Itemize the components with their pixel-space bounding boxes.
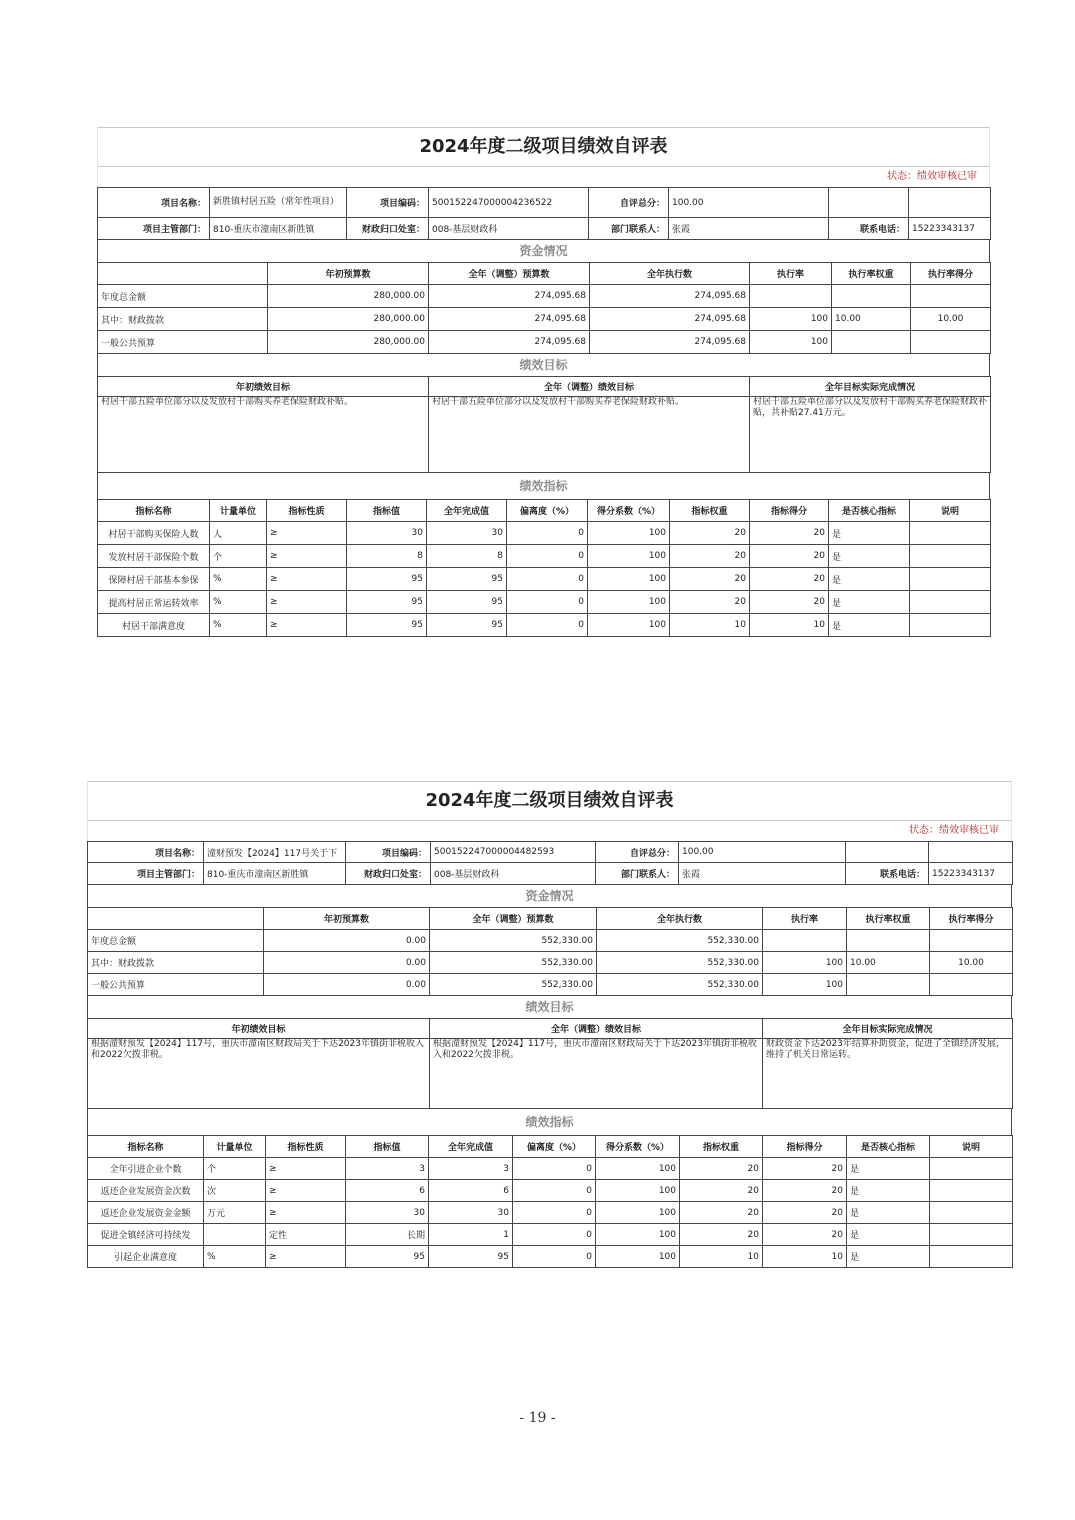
funds-row <box>98 285 991 308</box>
ind-cell: 8 <box>347 545 427 568</box>
dept-label: 项目主管部门： <box>88 863 204 885</box>
ind-header: 偏离度（%） <box>513 1136 596 1158</box>
ind-cell: 30 <box>347 522 427 545</box>
ind-cell: 20 <box>670 568 750 591</box>
funds-cell: 274,095.68 <box>590 285 750 308</box>
ind-cell: 20 <box>680 1224 763 1246</box>
funds-section-title: 资金情况 <box>87 885 1012 907</box>
ind-cell: 0 <box>507 591 588 614</box>
office-label: 财政归口处室： <box>346 863 431 885</box>
ind-cell <box>910 591 991 614</box>
indicator-row <box>98 545 991 568</box>
goal-initial: 村居干部五险单位部分以及发放村干部购买养老保险财政补贴。 <box>98 397 429 473</box>
score-value: 100.00 <box>669 188 829 218</box>
funds-row <box>88 930 1013 952</box>
funds-cell <box>750 285 832 308</box>
funds-header: 全年执行数 <box>590 263 750 285</box>
ind-header: 全年完成值 <box>429 1136 513 1158</box>
contact-label: 部门联系人： <box>596 863 679 885</box>
ind-cell: 20 <box>763 1224 847 1246</box>
ind-header: 指标权重 <box>670 500 750 522</box>
ind-cell: 95 <box>347 591 427 614</box>
ind-cell: 95 <box>427 614 507 637</box>
funds-cell: 0.00 <box>264 974 430 996</box>
ind-cell: 10 <box>763 1246 847 1268</box>
ind-header: 指标名称 <box>88 1136 204 1158</box>
project-code-label: 项目编码： <box>347 188 429 218</box>
ind-cell: 人 <box>210 522 267 545</box>
ind-cell: 100 <box>588 614 670 637</box>
phone-value: 15223343137 <box>909 218 991 240</box>
ind-cell: 3 <box>346 1158 429 1180</box>
goal-adjusted: 村居干部五险单位部分以及发放村干部购买养老保险财政补贴。 <box>429 397 750 473</box>
ind-cell: 20 <box>763 1202 847 1224</box>
funds-cell: 10.00 <box>847 952 930 974</box>
ind-cell: % <box>210 591 267 614</box>
funds-cell: 其中：财政拨款 <box>98 308 268 331</box>
ind-cell: 30 <box>346 1202 429 1224</box>
funds-cell: 0.00 <box>264 930 430 952</box>
ind-cell: 20 <box>763 1180 847 1202</box>
ind-cell: 95 <box>347 568 427 591</box>
ind-cell: 是 <box>847 1224 930 1246</box>
funds-cell <box>832 285 911 308</box>
goal-actual: 村居干部五险单位部分以及发放村干部购买养老保险财政补贴，共补贴27.41万元。 <box>750 397 991 473</box>
ind-header: 是否核心指标 <box>829 500 910 522</box>
ind-cell: 100 <box>596 1246 680 1268</box>
ind-cell: ≥ <box>267 614 347 637</box>
phone-label: 联系电话： <box>846 863 929 885</box>
ind-cell <box>910 568 991 591</box>
ind-cell: 提高村居正常运转效率 <box>98 591 210 614</box>
score-value: 100.00 <box>679 842 846 863</box>
funds-header: 执行率得分 <box>911 263 991 285</box>
ind-cell <box>204 1224 266 1246</box>
funds-cell: 10.00 <box>930 952 1013 974</box>
funds-header: 执行率 <box>763 908 847 930</box>
funds-cell: 一般公共预算 <box>88 974 264 996</box>
ind-cell: 返还企业发展资金次数 <box>88 1180 204 1202</box>
funds-cell: 10.00 <box>911 308 991 331</box>
ind-header: 指标值 <box>347 500 427 522</box>
ind-cell: 30 <box>427 522 507 545</box>
project-name-value: 潼财预发【2024】117号关于下 <box>204 842 346 863</box>
funds-cell: 10.00 <box>832 308 911 331</box>
ind-cell: 0 <box>513 1202 596 1224</box>
empty-cell <box>909 188 991 218</box>
funds-header: 年初预算数 <box>268 263 429 285</box>
funds-table <box>97 262 991 354</box>
goals-section-title: 绩效目标 <box>87 996 1012 1018</box>
funds-header: 年初预算数 <box>264 908 430 930</box>
ind-cell: ≥ <box>267 545 347 568</box>
indicator-row <box>98 568 991 591</box>
ind-cell <box>930 1202 1013 1224</box>
sheet-title: 2024年度二级项目绩效自评表 <box>97 127 990 167</box>
funds-cell: 274,095.68 <box>429 308 590 331</box>
ind-cell: 20 <box>750 591 829 614</box>
indicator-row <box>98 591 991 614</box>
goals-header: 全年目标实际完成情况 <box>750 377 991 397</box>
funds-cell: 100 <box>750 331 832 354</box>
ind-cell: 村居干部购买保险人数 <box>98 522 210 545</box>
ind-cell: 20 <box>680 1180 763 1202</box>
ind-cell: 10 <box>680 1246 763 1268</box>
indicator-row <box>88 1202 1013 1224</box>
goals-table <box>87 1018 1013 1109</box>
ind-cell: 6 <box>346 1180 429 1202</box>
ind-cell: 20 <box>670 591 750 614</box>
funds-cell: 274,095.68 <box>429 285 590 308</box>
ind-cell: 100 <box>596 1158 680 1180</box>
ind-cell: 95 <box>346 1246 429 1268</box>
project-name-label: 项目名称： <box>98 188 210 218</box>
ind-cell: 万元 <box>204 1202 266 1224</box>
goal-initial: 根据潼财预发【2024】117号，重庆市潼南区财政局关于下达2023年镇街非税收入和2022欠拨非税。 <box>88 1039 430 1109</box>
evaluation-sheet-1 <box>97 127 990 637</box>
office-value: 008-基层财政科 <box>431 863 596 885</box>
ind-cell <box>910 614 991 637</box>
ind-cell: 20 <box>680 1158 763 1180</box>
ind-header: 计量单位 <box>204 1136 266 1158</box>
ind-header: 说明 <box>910 500 991 522</box>
ind-header: 指标性质 <box>266 1136 346 1158</box>
ind-header: 是否核心指标 <box>847 1136 930 1158</box>
funds-header: 全年（调整）预算数 <box>430 908 597 930</box>
ind-header: 指标名称 <box>98 500 210 522</box>
ind-cell: 是 <box>847 1246 930 1268</box>
indicator-row <box>98 614 991 637</box>
indicator-row <box>98 522 991 545</box>
funds-cell: 552,330.00 <box>430 974 597 996</box>
score-label: 自评总分： <box>589 188 669 218</box>
ind-cell: 促进全镇经济可持续发 <box>88 1224 204 1246</box>
funds-cell <box>911 331 991 354</box>
funds-header: 执行率得分 <box>930 908 1013 930</box>
ind-cell <box>930 1180 1013 1202</box>
ind-cell: 0 <box>513 1246 596 1268</box>
ind-cell: 发放村居干部保险个数 <box>98 545 210 568</box>
funds-header: 全年（调整）预算数 <box>429 263 590 285</box>
ind-cell: 是 <box>829 591 910 614</box>
indicator-row <box>88 1180 1013 1202</box>
page-number: - 19 - <box>519 1410 556 1426</box>
ind-cell: 100 <box>588 545 670 568</box>
ind-cell: 20 <box>680 1202 763 1224</box>
project-name-label: 项目名称： <box>88 842 204 863</box>
office-value: 008-基层财政科 <box>429 218 589 240</box>
ind-cell: 是 <box>829 522 910 545</box>
funds-cell <box>763 930 847 952</box>
ind-cell: 10 <box>750 614 829 637</box>
ind-cell <box>910 545 991 568</box>
ind-cell: 0 <box>513 1224 596 1246</box>
ind-cell: ≥ <box>267 568 347 591</box>
funds-section-title: 资金情况 <box>97 240 990 262</box>
evaluation-sheet-2 <box>87 781 1012 1268</box>
funds-header: 执行率权重 <box>832 263 911 285</box>
funds-table <box>87 907 1013 996</box>
funds-cell: 100 <box>763 952 847 974</box>
indicators-table <box>97 499 991 637</box>
ind-cell: 引起企业满意度 <box>88 1246 204 1268</box>
goal-adjusted: 根据潼财预发【2024】117号，重庆市潼南区财政局关于下达2023年镇街非税收入和2022欠拨非税。 <box>430 1039 763 1109</box>
goals-header: 年初绩效目标 <box>98 377 429 397</box>
ind-cell: 是 <box>829 614 910 637</box>
funds-cell: 274,095.68 <box>429 331 590 354</box>
score-label: 自评总分： <box>596 842 679 863</box>
empty-cell <box>829 188 909 218</box>
funds-cell: 0.00 <box>264 952 430 974</box>
funds-cell <box>911 285 991 308</box>
ind-header: 指标得分 <box>750 500 829 522</box>
funds-cell: 552,330.00 <box>597 930 763 952</box>
funds-header: 执行率权重 <box>847 908 930 930</box>
empty-cell <box>929 842 1013 863</box>
project-info-table <box>87 841 1013 885</box>
project-name-value: 新胜镇村居五险（常年性项目） <box>210 188 347 218</box>
indicators-section-title: 绩效指标 <box>87 1109 1012 1135</box>
goals-header: 年初绩效目标 <box>88 1019 430 1039</box>
ind-cell: 20 <box>670 545 750 568</box>
ind-cell: 长期 <box>346 1224 429 1246</box>
ind-cell: 100 <box>596 1224 680 1246</box>
office-label: 财政归口处室： <box>347 218 429 240</box>
ind-cell: ≥ <box>266 1180 346 1202</box>
indicator-row <box>88 1224 1013 1246</box>
funds-cell <box>832 331 911 354</box>
ind-cell: % <box>210 614 267 637</box>
funds-cell: 552,330.00 <box>430 930 597 952</box>
dept-value: 810-重庆市潼南区新胜镇 <box>204 863 346 885</box>
funds-cell: 100 <box>750 308 832 331</box>
dept-label: 项目主管部门： <box>98 218 210 240</box>
ind-cell: 100 <box>588 522 670 545</box>
goals-header: 全年（调整）绩效目标 <box>430 1019 763 1039</box>
ind-header: 得分系数（%） <box>588 500 670 522</box>
ind-cell: 0 <box>507 614 588 637</box>
status-label: 状态：绩效审核已审 <box>87 821 1012 841</box>
project-code-value: 500152247000004482593 <box>431 842 596 863</box>
indicators-section-title: 绩效指标 <box>97 473 990 499</box>
ind-cell: 20 <box>750 568 829 591</box>
contact-value: 张霞 <box>669 218 829 240</box>
indicators-table <box>87 1135 1013 1268</box>
ind-cell: 个 <box>210 545 267 568</box>
ind-cell: 是 <box>847 1158 930 1180</box>
ind-cell: 10 <box>670 614 750 637</box>
funds-cell: 552,330.00 <box>597 974 763 996</box>
goals-header: 全年目标实际完成情况 <box>763 1019 1013 1039</box>
phone-label: 联系电话： <box>829 218 909 240</box>
ind-cell: 6 <box>429 1180 513 1202</box>
sheet-title: 2024年度二级项目绩效自评表 <box>87 781 1012 821</box>
project-info-table <box>97 187 991 240</box>
funds-cell: 100 <box>763 974 847 996</box>
ind-cell: 0 <box>507 522 588 545</box>
funds-cell: 274,095.68 <box>590 308 750 331</box>
funds-cell: 年度总金额 <box>88 930 264 952</box>
ind-cell: % <box>204 1246 266 1268</box>
funds-cell: 280,000.00 <box>268 285 429 308</box>
ind-cell <box>910 522 991 545</box>
goals-section-title: 绩效目标 <box>97 354 990 376</box>
funds-header <box>88 908 264 930</box>
ind-cell <box>930 1158 1013 1180</box>
ind-cell: ≥ <box>266 1158 346 1180</box>
goals-header: 全年（调整）绩效目标 <box>429 377 750 397</box>
contact-value: 张霞 <box>679 863 846 885</box>
funds-cell: 年度总金额 <box>98 285 268 308</box>
contact-label: 部门联系人： <box>589 218 669 240</box>
funds-cell <box>847 930 930 952</box>
funds-cell <box>930 930 1013 952</box>
ind-cell: 0 <box>513 1180 596 1202</box>
ind-cell: 100 <box>596 1202 680 1224</box>
funds-cell: 一般公共预算 <box>98 331 268 354</box>
funds-cell <box>930 974 1013 996</box>
funds-cell: 552,330.00 <box>597 952 763 974</box>
ind-header: 偏离度（%） <box>507 500 588 522</box>
ind-cell: 100 <box>588 568 670 591</box>
funds-row <box>88 952 1013 974</box>
funds-cell: 其中：财政拨款 <box>88 952 264 974</box>
ind-cell: 是 <box>829 568 910 591</box>
phone-value: 15223343137 <box>929 863 1013 885</box>
ind-cell: ≥ <box>266 1202 346 1224</box>
dept-value: 810-重庆市潼南区新胜镇 <box>210 218 347 240</box>
ind-cell: 0 <box>507 568 588 591</box>
ind-cell: 全年引进企业个数 <box>88 1158 204 1180</box>
ind-cell: 是 <box>829 545 910 568</box>
funds-cell: 274,095.68 <box>590 331 750 354</box>
ind-header: 指标权重 <box>680 1136 763 1158</box>
ind-cell <box>930 1246 1013 1268</box>
goals-table <box>97 376 991 473</box>
ind-header: 指标得分 <box>763 1136 847 1158</box>
ind-cell: 0 <box>513 1158 596 1180</box>
ind-header: 指标性质 <box>267 500 347 522</box>
status-label: 状态：绩效审核已审 <box>97 167 990 187</box>
ind-header: 得分系数（%） <box>596 1136 680 1158</box>
funds-header <box>98 263 268 285</box>
ind-cell: % <box>210 568 267 591</box>
ind-cell: 95 <box>347 614 427 637</box>
funds-cell: 552,330.00 <box>430 952 597 974</box>
ind-cell: 定性 <box>266 1224 346 1246</box>
ind-cell: ≥ <box>266 1246 346 1268</box>
funds-header: 执行率 <box>750 263 832 285</box>
ind-cell: 3 <box>429 1158 513 1180</box>
ind-cell: 30 <box>429 1202 513 1224</box>
ind-cell: 是 <box>847 1202 930 1224</box>
ind-cell: 20 <box>750 522 829 545</box>
funds-row <box>98 331 991 354</box>
ind-header: 指标值 <box>346 1136 429 1158</box>
funds-cell <box>847 974 930 996</box>
project-code-value: 500152247000004236522 <box>429 188 589 218</box>
funds-cell: 280,000.00 <box>268 331 429 354</box>
ind-cell: 1 <box>429 1224 513 1246</box>
funds-row <box>98 308 991 331</box>
ind-header: 计量单位 <box>210 500 267 522</box>
ind-cell <box>930 1224 1013 1246</box>
ind-cell: 100 <box>588 591 670 614</box>
ind-cell: 20 <box>750 545 829 568</box>
funds-row <box>88 974 1013 996</box>
ind-cell: 20 <box>763 1158 847 1180</box>
ind-cell: 0 <box>507 545 588 568</box>
ind-cell: 个 <box>204 1158 266 1180</box>
project-code-label: 项目编码： <box>346 842 431 863</box>
empty-cell <box>846 842 929 863</box>
ind-header: 全年完成值 <box>427 500 507 522</box>
ind-cell: 95 <box>427 568 507 591</box>
ind-cell: 8 <box>427 545 507 568</box>
ind-cell: 次 <box>204 1180 266 1202</box>
ind-cell: 100 <box>596 1180 680 1202</box>
indicator-row <box>88 1158 1013 1180</box>
ind-cell: 95 <box>427 591 507 614</box>
ind-cell: 20 <box>670 522 750 545</box>
ind-cell: ≥ <box>267 591 347 614</box>
goal-actual: 财政资金下达2023年结算补助资金，促进了全镇经济发展，维持了机关日常运转。 <box>763 1039 1013 1109</box>
funds-header: 全年执行数 <box>597 908 763 930</box>
funds-cell: 280,000.00 <box>268 308 429 331</box>
ind-cell: 村居干部满意度 <box>98 614 210 637</box>
ind-cell: 返还企业发展资金金额 <box>88 1202 204 1224</box>
ind-cell: 95 <box>429 1246 513 1268</box>
ind-cell: 是 <box>847 1180 930 1202</box>
ind-cell: 保障村居干部基本参保 <box>98 568 210 591</box>
ind-header: 说明 <box>930 1136 1013 1158</box>
ind-cell: ≥ <box>267 522 347 545</box>
indicator-row <box>88 1246 1013 1268</box>
